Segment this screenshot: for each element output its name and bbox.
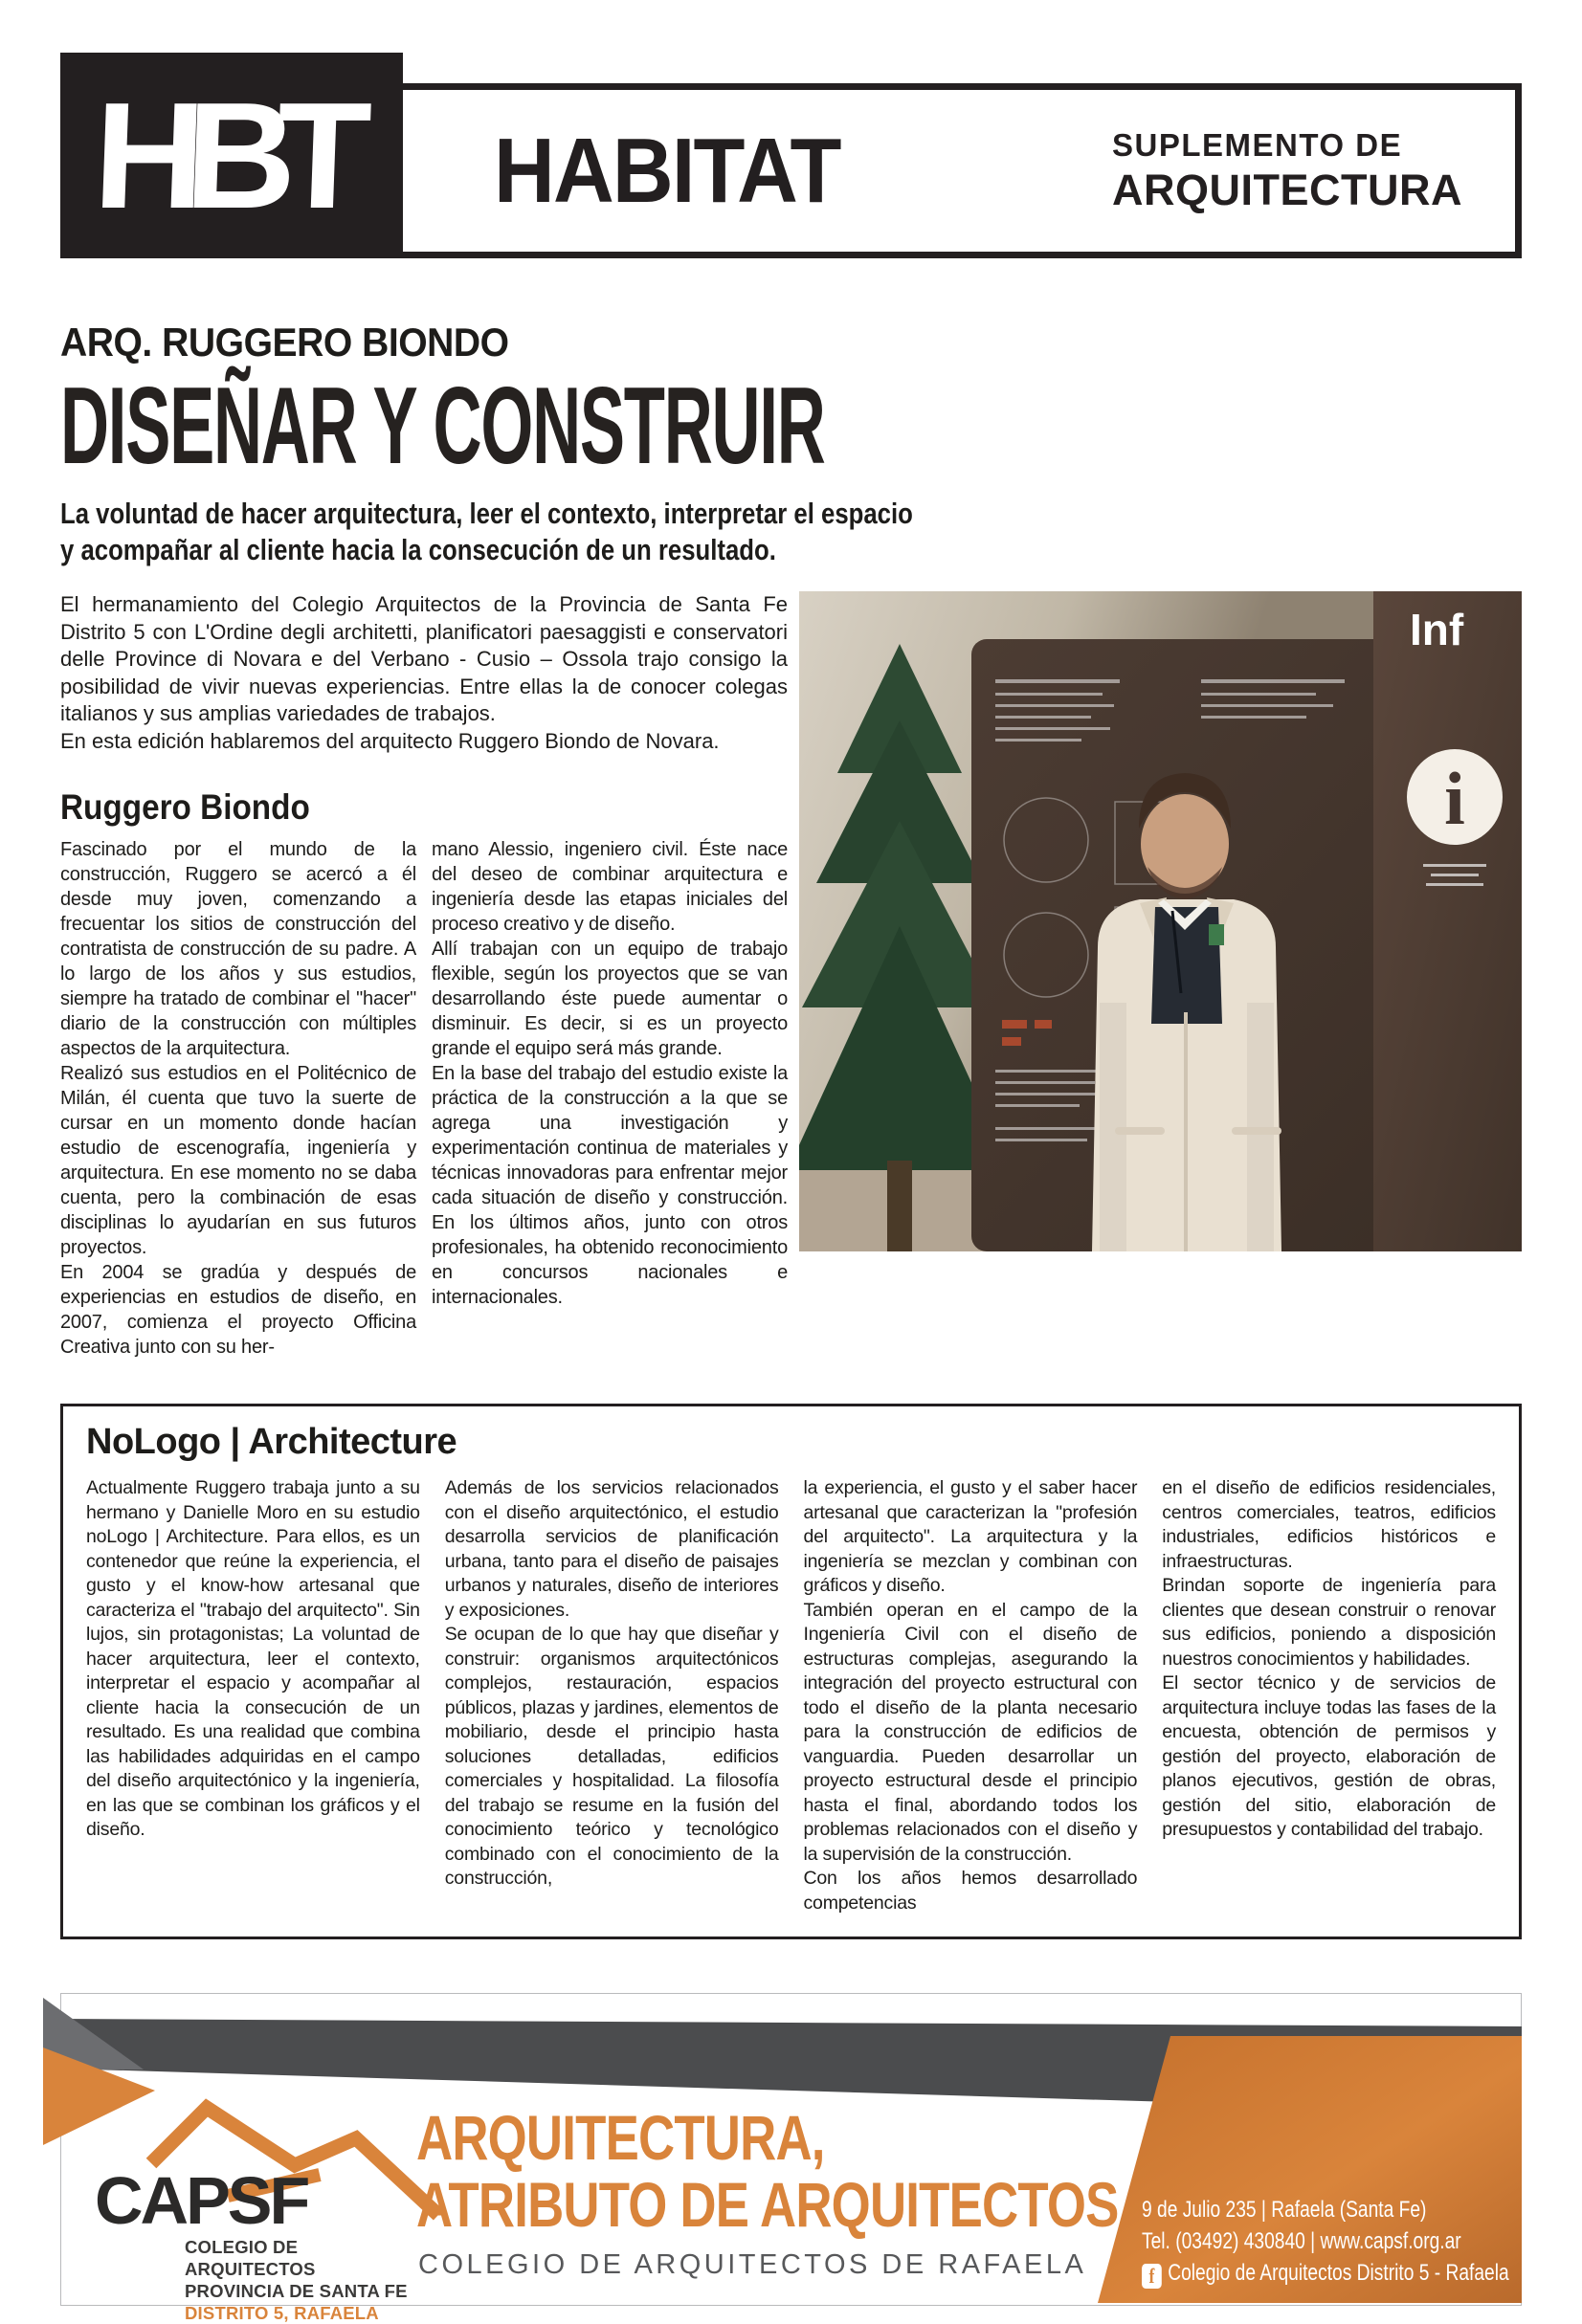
masthead-frame (403, 83, 1522, 258)
supplement-line2: ARQUITECTURA (1112, 165, 1462, 214)
contact-facebook (1142, 2257, 1509, 2289)
coat-pocket (1115, 1127, 1165, 1135)
article-headline: DISEÑAR Y CONSTRUIR (60, 365, 825, 487)
info-icon-letter: i (1444, 757, 1465, 841)
badge (1209, 924, 1224, 945)
body-paragraph: Realizó sus estudios en el Politécnico de Milán, él cuenta que tuvo la suerte de cursar en un momento donde hacían estudio de escenografía, ingeniería y arquitectura. En ese momento no se daba cuenta, pero la combinación de esas disciplinas lo ayudarían en sus futuros proyectos. (60, 1063, 416, 1259)
hbt-logo-box (60, 53, 403, 258)
text-column-2 (432, 837, 788, 1360)
two-column-text (60, 837, 788, 1360)
capsf-org-line2: PROVINCIA DE SANTA FE (185, 2281, 408, 2302)
body-paragraph: Fascinado por el mundo de la construcción, Ruggero se acercó a él desde muy joven, comenzando a frecuentar los sitios de construcción del contratista de construcción de su padre. A lo largo de los años y sus estudios, siempre ha tratado de combinar el "hacer" diario de la construcción con múltiples aspectos de la arquitectura. (60, 839, 416, 1060)
body-paragraph: Con los años hemos desarrollado competencias (803, 1868, 1138, 1914)
nologo-column-3 (804, 1476, 1138, 1915)
nologo-column-4 (1162, 1476, 1496, 1915)
contact-phone-web: Tel. (03492) 430840 | www.capsf.org.ar (1142, 2228, 1461, 2255)
nologo-title: NoLogo | Architecture (86, 1422, 457, 1463)
section-title: Ruggero Biondo (60, 787, 310, 828)
nologo-column-2 (445, 1476, 779, 1915)
body-paragraph: Actualmente Ruggero trabaja junto a su hermano y Danielle Moro en su estudio noLogo | Architecture. Para ellos, es un contenedor que reúne la experiencia, el gusto y el know-how artesanal que caracteriza el "trabajo del arquitecto". Sin lujos, sin protagonistas; La voluntad de hacer arquitectura, leer el contexto, interpretar el espacio y acompañar al cliente hacia la consecución de un resultado. Es una realidad que combina las habilidades adquiridas en el campo del diseño arquitectónico y la ingeniería, en las que se combinan los gráficos y el diseño. (86, 1477, 420, 1841)
article-subhead (60, 496, 1273, 568)
facebook-label: Colegio de Arquitectos Distrito 5 - Rafaela (1168, 2260, 1509, 2287)
intro-paragraph: En esta edición hablaremos del arquitecto Ruggero Biondo de Novara. (60, 728, 720, 753)
body-paragraph: Allí trabajan con un equipo de trabajo flexible, según los proyectos que se van desarrollando éste puede aumentar o disminuir. Es decir, si es un proyecto grande el equipo será más grande. (432, 939, 788, 1060)
facebook-icon: f (1142, 2264, 1162, 2289)
body-paragraph: En la base del trabajo del estudio existe la práctica de la construcción a la que se agrega una investigación y experimentación continua de materiales y técnicas innovadoras para enfrentar mejor cada situación de diseño y construcción. En los últimos años, junto con otros profesionales, ha obtenido reconocimiento en concursos nacionales e internacionales. (432, 1063, 788, 1309)
article-body (60, 591, 1522, 1360)
supplement-label (1112, 127, 1462, 215)
intro-paragraph: El hermanamiento del Colegio Arquitectos de la Provincia de Santa Fe Distrito 5 con L'Ordine degli architetti, planificatori paesaggisti e conservatori delle Province di Novara e del Verbano - Cusio – Ossola trajo consigo la posibilidad de vivir nuevas experiencias. Entre ellas la de conocer colegas italianos y sus amplias variedades de trabajos. (60, 592, 788, 726)
nologo-columns (86, 1476, 1496, 1915)
capsf-org-lines (185, 2236, 432, 2324)
footer-slogan (416, 2102, 1119, 2241)
body-paragraph: También operan en el campo de la Ingeniería Civil con el diseño de estructuras complejas, asegurando la integración del proyecto estructural con todo el diseño de la planta necesario para la construcción de edificios de vanguardia. Pueden desarrollar un proyecto estructural desde el principio hasta el final, abordando todos los problemas relacionados con el diseño y la supervisión de la construcción. (803, 1599, 1138, 1865)
photo-illustration (799, 591, 1522, 1251)
body-paragraph: Brindan soporte de ingeniería para clientes que desean construir o renovar sus edificios, poniendo a disposición nuestros conocimientos y habilidades. (1162, 1575, 1496, 1670)
newspaper-page (0, 53, 1582, 2324)
masthead (60, 53, 1522, 258)
nologo-section (60, 1404, 1522, 1939)
capsf-org-line3: DISTRITO 5, RAFAELA (185, 2303, 379, 2324)
body-paragraph: Se ocupan de lo que hay que diseñar y construir: organismos arquitectónicos complejos, restauración, espacios públicos, plazas y jardines, elementos de mobiliario, desde el principio hasta soluciones detalladas, edificios comerciales y hospitalidad. La filosofía del trabajo se resume en la fusión del conocimiento teórico y tecnológico combinado con el conocimiento de la construcción, (444, 1624, 779, 1890)
subhead-line1: La voluntad de hacer arquitectura, leer el contexto, interpretar el espacio (60, 497, 913, 531)
slogan-line1: ARQUITECTURA, (416, 2102, 825, 2174)
body-paragraph: mano Alessio, ingeniero civil. Éste nace del deseo de combinar arquitectura e ingeniería desde las etapas iniciales del proceso creativo y de diseño. (432, 839, 788, 936)
footer-contact (1142, 2194, 1509, 2289)
capsf-logo (87, 2071, 432, 2324)
coat-pocket (1232, 1127, 1281, 1135)
footer-ad-banner (60, 1985, 1522, 2324)
article-intro (60, 591, 788, 755)
body-paragraph: en el diseño de edificios residenciales, centros comerciales, teatros, edificios industriales, edificios históricos e infraestructuras. (1162, 1477, 1496, 1572)
body-paragraph: la experiencia, el gusto y el saber hacer artesanal que caracterizan la "profesión del arquitecto". La arquitectura y la ingeniería se mezclan y combinan con gráficos y diseño. (803, 1477, 1138, 1597)
kiosk-brand-text: Inf (1410, 605, 1464, 655)
supplement-line1: SUPLEMENTO DE (1112, 126, 1403, 163)
capsf-org-line1: COLEGIO DE ARQUITECTOS (185, 2237, 316, 2280)
text-column-1 (60, 837, 416, 1360)
slogan-line2: ATRIBUTO DE ARQUITECTOS (416, 2169, 1119, 2241)
body-paragraph: El sector técnico y de servicios de arquitectura incluye todas las fases de la encuesta, obtención de permisos y gestión del proyecto, elaboración de planos ejecutivos, gestión de obras, gestión del sitio, elaboración de presupuestos y contabilidad del trabajo. (1162, 1672, 1496, 1841)
body-paragraph: Además de los servicios relacionados con el diseño arquitectónico, el estudio desarrolla servicios de planificación urbana, tanto para el diseño de paisajes urbanos y naturales, diseño de interiores y exposiciones. (444, 1477, 779, 1621)
hbt-logo: HBT (91, 71, 355, 240)
body-paragraph: En 2004 se gradúa y después de experiencias en estudios de diseño, en 2007, comienza el proyecto Officina Creativa junto con su her- (60, 1262, 416, 1359)
capsf-wordmark: CAPSF (95, 2163, 308, 2239)
masthead-title: HABITAT (494, 119, 840, 222)
nologo-column-1 (86, 1476, 420, 1915)
subhead-line2: y acompañar al cliente hacia la consecución de un resultado. (60, 533, 776, 567)
info-kiosk-pillar (1373, 591, 1522, 1251)
article-photo (799, 591, 1522, 1251)
article-kicker: ARQ. RUGGERO BIONDO (60, 320, 509, 365)
footer-subtitle: COLEGIO DE ARQUITECTOS DE RAFAELA (418, 2249, 1087, 2281)
contact-address: 9 de Julio 235 | Rafaela (Santa Fe) (1142, 2197, 1427, 2224)
article-text-column (60, 591, 788, 1360)
